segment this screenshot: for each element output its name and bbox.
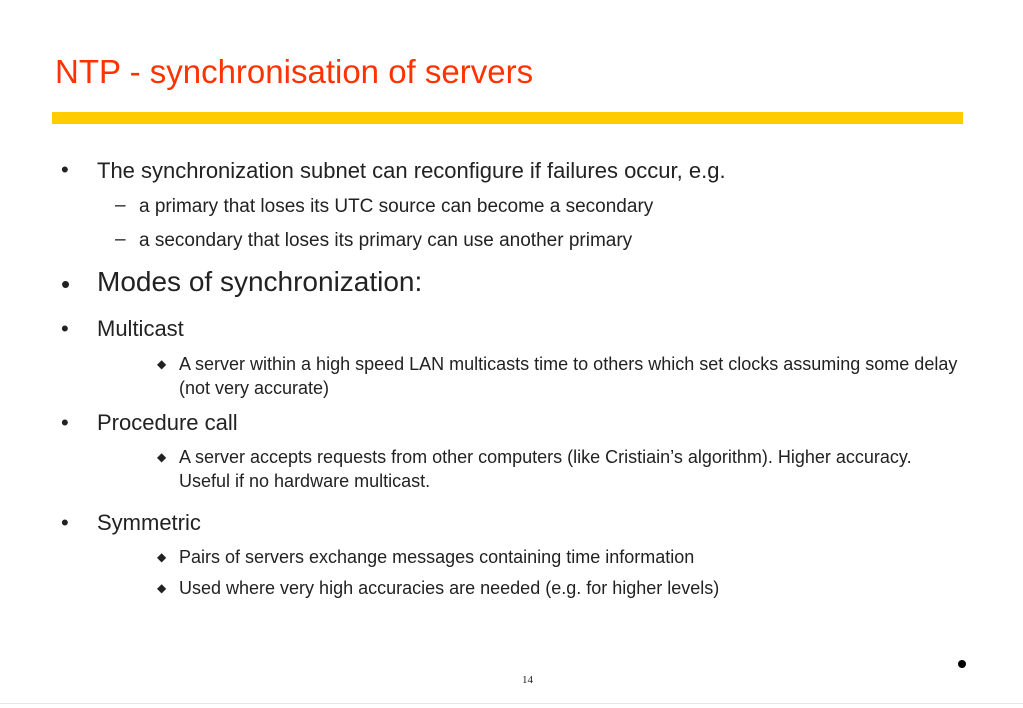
sub-bullet-text: a primary that loses its UTC source can become a secondary bbox=[139, 196, 654, 217]
sub-bullet-text: Used where very high accuracies are needed (e.g. for higher levels) bbox=[179, 578, 720, 598]
sub-bullet-text: Pairs of servers exchange messages containing time information bbox=[179, 547, 695, 567]
dash-marker: – bbox=[115, 195, 126, 216]
bullet-text: Modes of synchronization: bbox=[97, 266, 423, 297]
diamond-bullet-icon: ◆ bbox=[157, 450, 167, 464]
bullet-text: Symmetric bbox=[97, 510, 201, 535]
bullet-text: The synchronization subnet can reconfigure if failures occur, e.g. bbox=[97, 158, 726, 183]
bullet-text: Multicast bbox=[97, 316, 184, 341]
bullet-marker: • bbox=[61, 510, 69, 535]
sub-bullet-text: A server within a high speed LAN multicasts time to others which set clocks assuming some delay (not very accurate) bbox=[179, 354, 958, 398]
page-number: 14 bbox=[522, 674, 533, 686]
diamond-bullet-icon: ◆ bbox=[157, 581, 167, 595]
bullet-text: Procedure call bbox=[97, 410, 238, 435]
bullet-marker: • bbox=[61, 316, 69, 341]
corner-dot bbox=[958, 660, 966, 668]
diamond-bullet-icon: ◆ bbox=[157, 357, 167, 371]
bullet-marker: • bbox=[61, 269, 71, 299]
sub-bullet-text: a secondary that loses its primary can use another primary bbox=[139, 230, 633, 251]
bullet-marker: • bbox=[61, 157, 69, 182]
sub-bullet-text: A server accepts requests from other computers (like Cristiain’s algorithm). Higher accuracy. Useful if no hardware multicast. bbox=[179, 447, 912, 491]
title-underline-bar bbox=[52, 112, 963, 124]
bullet-marker: • bbox=[61, 410, 69, 435]
dash-marker: – bbox=[115, 229, 126, 250]
slide-title: NTP - synchronisation of servers bbox=[55, 53, 534, 90]
bottom-divider bbox=[0, 703, 1023, 704]
diamond-bullet-icon: ◆ bbox=[157, 550, 167, 564]
